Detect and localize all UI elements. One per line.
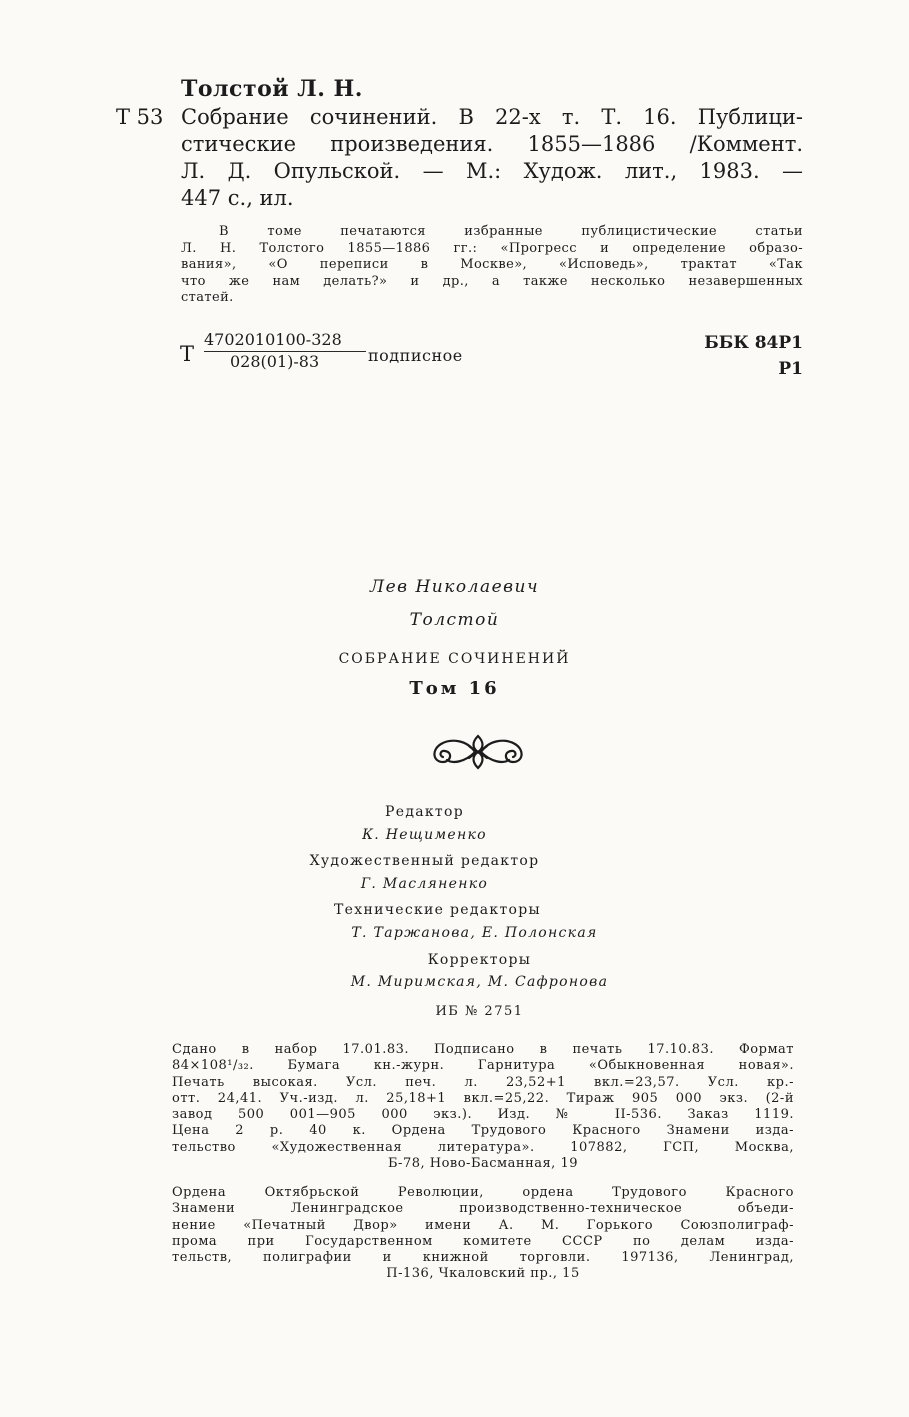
subscription-note: подписное (368, 346, 463, 365)
card-bibliographic-description (181, 104, 803, 212)
imprint-line: завод 500 001—905 000 экз.). Изд. № II-536. Заказ 1119. (172, 1107, 794, 1123)
annotation-line: вания», «О переписи в Москве», «Исповедь», трактат «Так (181, 257, 803, 272)
author-last-name: Толстой (409, 610, 500, 630)
imprint-line: Сдано в набор 17.01.83. Подписано в печать 17.10.83. Формат (172, 1042, 794, 1057)
bbk-line: ББК 84Р1 (704, 333, 803, 353)
imprint-line: 84×108¹/₃₂. Бумага кн.-журн. Гарнитура «Обыкновенная новая». (172, 1058, 794, 1074)
imprint-line: отт. 24,41. Уч.-изд. л. 25,18+1 вкл.=25,22. Тираж 905 000 экз. (2-й (172, 1090, 794, 1106)
imprint-line: Печать высокая. Усл. печ. л. 23,52+1 вкл.=23,57. Усл. кр.- (172, 1074, 794, 1090)
imprint-block (172, 1042, 794, 1172)
proofreaders-names: М. Миримская, М. Сафронова (350, 974, 609, 990)
tech-editors-names: Т. Таржанова, Е. Полонская (351, 925, 598, 941)
printer-line: Ордена Октябрьской Революции, ордена Трудового Красного (172, 1185, 794, 1200)
tech-editors-role: Технические редакторы (334, 902, 541, 918)
imprint-line: Б-78, Ново-Басманная, 19 (388, 1156, 578, 1172)
printer-line: нение «Печатный Двор» имени А. М. Горького Союзполиграф- (172, 1217, 794, 1233)
art-editor-role: Художественный редактор (309, 853, 540, 869)
printer-line: прома при Государственном комитете СССР по делам изда- (172, 1233, 794, 1249)
art-editor-name: Г. Масляненко (360, 876, 489, 892)
bbk-line: Р1 (778, 359, 803, 379)
imprint-line: Цена 2 р. 40 к. Ордена Трудового Красного Знамени изда- (172, 1123, 794, 1139)
printer-block (172, 1185, 794, 1283)
ib-number: ИБ № 2751 (435, 1004, 524, 1019)
annotation-line: что же нам делать?» и др., а также несколько незавершенных (181, 273, 803, 289)
printer-line: Знамени Ленинградское производственно-техническое объеди- (172, 1201, 794, 1217)
editor-role: Редактор (385, 804, 464, 820)
editor-name: К. Нещименко (362, 827, 487, 843)
bbk-code (700, 330, 803, 382)
card-annotation (181, 224, 803, 307)
volume-number: Том 16 (409, 678, 500, 699)
card-author: Толстой Л. Н. (181, 76, 363, 102)
classification-denominator: 028(01)-83 (204, 351, 366, 372)
ornament-icon (425, 732, 531, 776)
author-first-name: Лев Николаевич (369, 577, 540, 597)
classification-fraction (204, 330, 366, 372)
printer-line: П-136, Чкаловский пр., 15 (386, 1266, 580, 1282)
classification-letter: Т (180, 342, 195, 366)
annotation-line: Л. Н. Толстого 1855—1886 гг.: «Прогресс и определение образо- (181, 240, 803, 256)
proofreaders-role: Корректоры (427, 952, 532, 968)
classification-numerator: 4702010100-328 (204, 330, 342, 349)
annotation-line: В томе печатаются избранные публицистические статьи (219, 224, 803, 239)
imprint-line: тельство «Художественная литература». 107882, ГСП, Москва, (172, 1139, 794, 1155)
bib-line: Собрание сочинений. В 22-х т. Т. 16. Публици- (181, 105, 803, 129)
bib-line: 447 с., ил. (181, 186, 294, 210)
card-index: Т 53 (116, 105, 164, 129)
bib-line: Л. Д. Опульской. — М.: Худож. лит., 1983. — (181, 159, 803, 183)
bib-line: стические произведения. 1855—1886 /Коммент. (181, 132, 803, 156)
collection-title: СОБРАНИЕ СОЧИНЕНИЙ (338, 651, 571, 667)
printer-line: тельств, полиграфии и книжной торговли. 197136, Ленинград, (172, 1250, 794, 1266)
annotation-line: статей. (181, 290, 234, 305)
